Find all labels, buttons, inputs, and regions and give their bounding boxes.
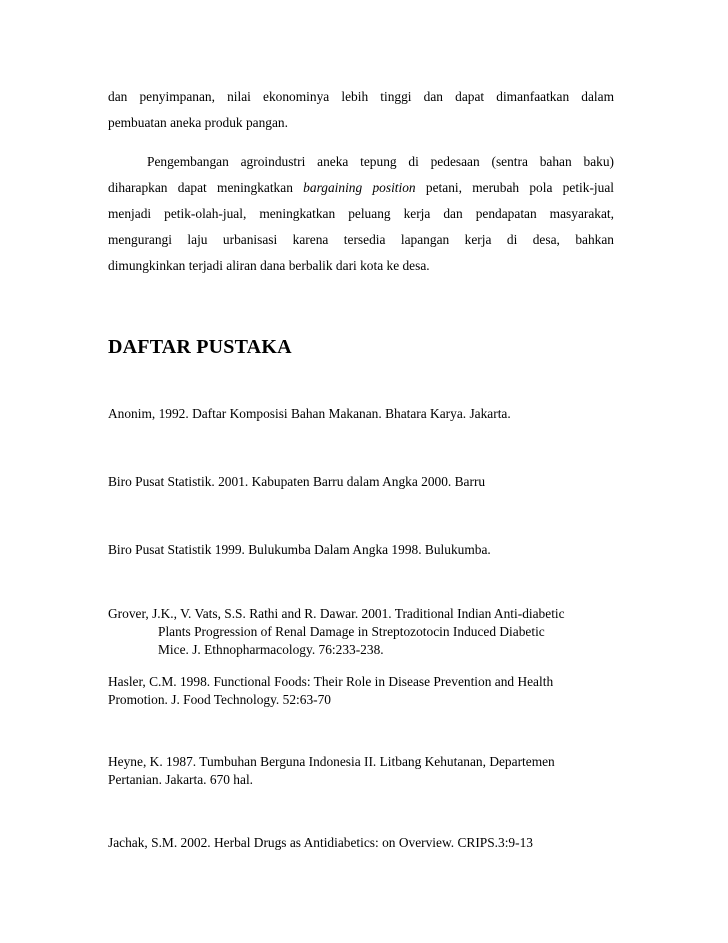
paragraph-text: diharapkan dapat meningkatkan [108,180,304,195]
paragraph-line: dan penyimpanan, nilai ekonominya lebih tinggi dan dapat dimanfaatkan dalam [108,89,614,104]
reference-text-continued: Plants Progression of Renal Damage in Streptozotocin Induced Diabetic [158,624,545,639]
body-paragraph-agroindustry [108,149,614,279]
italic-term: bargaining position [303,180,416,195]
reference-text: Jachak, S.M. 2002. Herbal Drugs as Antidiabetics: on Overview. CRIPS.3:9-13 [108,835,533,850]
paragraph-text: petani, merubah pola petik-jual [415,180,614,195]
reference-text-continued: Mice. J. Ethnopharmacology. 76:233-238. [158,642,384,657]
paragraph-line [108,175,614,201]
paragraph-line: pembuatan aneka produk pangan. [108,115,288,130]
reference-text: Anonim, 1992. Daftar Komposisi Bahan Makanan. Bhatara Karya. Jakarta. [108,406,511,421]
reference-text: Biro Pusat Statistik 1999. Bulukumba Dalam Angka 1998. Bulukumba. [108,542,491,557]
body-paragraph-continued [108,84,614,136]
reference-hasler-1998 [108,673,628,709]
reference-heyne-1987 [108,753,628,789]
reference-anonim-1992 [108,405,628,423]
paragraph-line: dimungkinkan terjadi aliran dana berbalik dari kota ke desa. [108,258,430,273]
reference-text: Biro Pusat Statistik. 2001. Kabupaten Barru dalam Angka 2000. Barru [108,474,486,489]
reference-text: Promotion. J. Food Technology. 52:63-70 [108,692,331,707]
paragraph-line: mengurangi laju urbanisasi karena tersedia lapangan kerja di desa, bahkan [108,232,614,247]
paragraph-line: menjadi petik-olah-jual, meningkatkan peluang kerja dan pendapatan masyarakat, [108,206,614,221]
reference-text: Heyne, K. 1987. Tumbuhan Berguna Indonesia II. Litbang Kehutanan, Departemen [108,754,555,769]
reference-text: Grover, J.K., V. Vats, S.S. Rathi and R. Dawar. 2001. Traditional Indian Anti-diabetic [108,606,565,621]
reference-text: Pertanian. Jakarta. 670 hal. [108,772,254,787]
bibliography-heading: DAFTAR PUSTAKA [108,336,292,358]
reference-jachak-2002 [108,834,628,852]
reference-text: Hasler, C.M. 1998. Functional Foods: Their Role in Disease Prevention and Health [108,674,554,689]
paragraph-line: Pengembangan agroindustri aneka tepung di pedesaan (sentra bahan baku) [147,154,614,169]
reference-grover-2001 [108,605,628,659]
reference-bps-1999 [108,541,628,559]
reference-bps-2001 [108,473,628,491]
